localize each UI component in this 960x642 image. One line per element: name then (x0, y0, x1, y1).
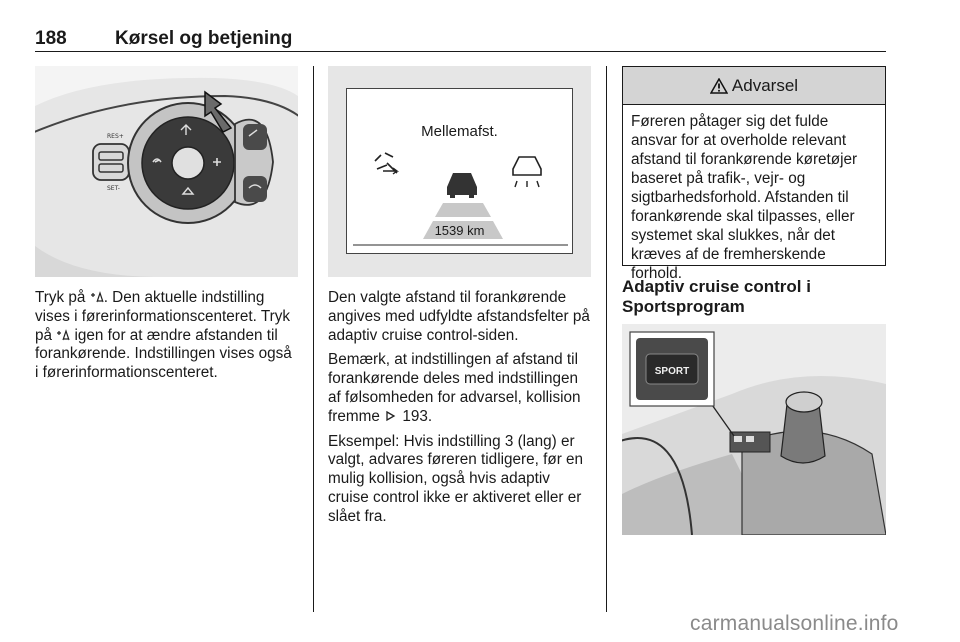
chapter-title: Kørsel og betjening (115, 28, 293, 49)
page-reference-arrow-icon (384, 410, 398, 422)
section-subheading: Adaptiv cruise control i Sportsprogram (622, 277, 811, 316)
sport-button-label: SPORT (654, 366, 690, 377)
driver-info-display-figure (328, 66, 591, 277)
display-screen (346, 88, 573, 254)
res-plus-label: RES+ (107, 133, 124, 140)
warning-title: Advarsel (731, 75, 799, 95)
column-divider-right (606, 66, 607, 612)
sport-console-illustration (622, 324, 886, 535)
sport-mode-figure (622, 324, 886, 535)
distance-button-icon (90, 291, 104, 303)
warning-triangle-icon (710, 78, 728, 94)
warning-box (622, 66, 886, 282)
display-title: Mellemafst. (421, 123, 498, 140)
set-minus-label: SET- (107, 185, 120, 192)
warning-text: Føreren påtager sig det fulde ansvar for at overholde relevant afstand til forankørende køretøjer baseret på trafik-, vejr- og sigtbarhedsforhold. Afstanden til forankørende skal tilpasses, eller systemet skal slukkes, når det kræves af de fremherskende forhold. (631, 113, 858, 282)
steering-wheel-figure (35, 66, 298, 277)
left-paragraph: Tryk på . Den aktuelle indstilling vises i førerinformationscenteret. Tryk på igen for at ændre afstanden til forankørende. Indstillingen vises også i førerinformationscenteret. (35, 289, 292, 382)
distance-button-icon (56, 329, 70, 341)
middle-paragraph-1: Den valgte afstand til forankørende angives med udfyldte afstandsfelter på adaptiv cruise control-siden. (328, 289, 590, 344)
left-column-text (35, 289, 298, 389)
warning-header (623, 67, 885, 105)
display-odometer: 1539 km (434, 223, 485, 238)
middle-paragraph-2: Bemærk, at indstillingen af afstand til forankørende deles med indstillingen af følsomheden for advarsel, kollision fremme 193. (328, 351, 581, 425)
column-divider-left (313, 66, 314, 612)
middle-paragraph-3: Eksempel: Hvis indstilling 3 (lang) er valgt, advares føreren tidligere, før en mulig kollision, også hvis adaptiv cruise control ikke er aktiveret eller er slået fra. (328, 432, 584, 525)
page-header (35, 28, 886, 52)
watermark: carmanualsonline.info (690, 612, 899, 635)
page-number: 188 (35, 28, 67, 49)
steering-wheel-illustration (35, 66, 298, 277)
middle-column-text (328, 289, 591, 533)
